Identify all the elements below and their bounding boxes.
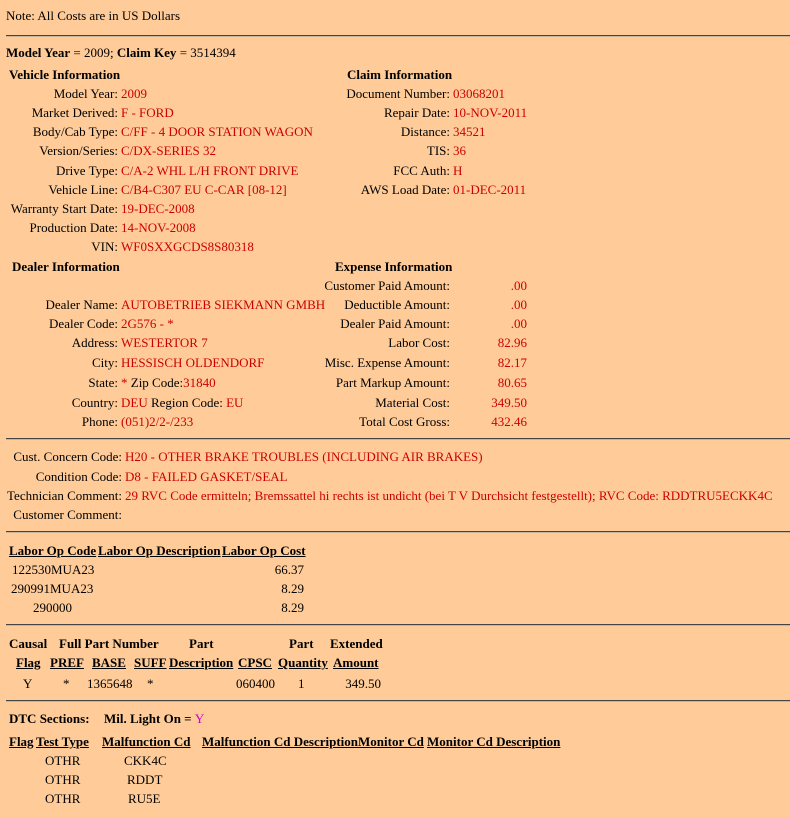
parts-header-pref: PREF xyxy=(50,655,84,670)
comment-label: Customer Comment: xyxy=(13,507,122,522)
dtc-header-flag: Flag xyxy=(9,734,34,749)
equals: = xyxy=(176,45,191,60)
parts-header-part: Part xyxy=(289,636,314,651)
claim-value: 34521 xyxy=(453,124,486,139)
parts-header-description: Description xyxy=(169,655,234,670)
vehicle-value: 14-NOV-2008 xyxy=(121,220,196,235)
claim-value: 36 xyxy=(453,143,466,158)
expense-value: 349.50 xyxy=(491,395,527,410)
parts-header-base: BASE xyxy=(92,655,126,670)
parts-header-suff: SUFF xyxy=(134,655,167,670)
dtc-header-malfunction-desc: Malfunction Cd Description xyxy=(202,734,358,749)
mil-light-value: Y xyxy=(194,711,205,726)
expense-label: Labor Cost: xyxy=(388,335,450,350)
claim-label: TIS: xyxy=(426,143,450,158)
vehicle-label: Drive Type: xyxy=(55,163,118,178)
claim-label: FCC Auth: xyxy=(393,163,450,178)
dtc-malfunction-cd: RDDT xyxy=(127,772,163,787)
dtc-malfunction-cd: RU5E xyxy=(128,791,161,806)
vehicle-label: Body/Cab Type: xyxy=(32,124,118,139)
currency-note: Note: All Costs are in US Dollars xyxy=(6,8,181,23)
mil-light xyxy=(104,711,204,727)
parts-header-quantity: Quantity xyxy=(278,655,328,670)
vehicle-value: C/FF - 4 DOOR STATION WAGON xyxy=(121,124,313,139)
expense-value: .00 xyxy=(510,316,527,331)
parts-header-extended: Extended xyxy=(330,636,383,651)
claim-label: Repair Date: xyxy=(383,105,450,120)
claim-header xyxy=(6,45,236,61)
region-value: EU xyxy=(226,395,244,410)
labor-cost: 8.29 xyxy=(281,581,304,596)
dealer-value: WESTERTOR 7 xyxy=(121,335,208,350)
zip-value: 31840 xyxy=(183,375,216,390)
expense-info-title: Expense Information xyxy=(335,259,453,274)
divider xyxy=(6,35,790,37)
part-pref: * xyxy=(63,676,70,691)
comment-label: Technician Comment: xyxy=(7,488,122,503)
dealer-label: City: xyxy=(91,355,118,370)
model-year-label: Model Year xyxy=(6,45,71,60)
claim-label: Document Number: xyxy=(346,86,450,101)
expense-value: .00 xyxy=(510,278,527,293)
part-base: 1365648 xyxy=(87,676,133,691)
expense-label: Dealer Paid Amount: xyxy=(340,316,450,331)
expense-label: Material Cost: xyxy=(375,395,450,410)
labor-code: 290000 xyxy=(33,600,72,615)
phone-value: (051)2/2-/233 xyxy=(121,414,194,429)
country-label: Country: xyxy=(71,395,118,410)
comment-value: H20 - OTHER BRAKE TROUBLES (INCLUDING AIR BRAKES) xyxy=(125,449,483,464)
expense-value: 82.96 xyxy=(497,335,527,350)
vehicle-label: Warranty Start Date: xyxy=(10,201,118,216)
claim-key-value: 3514394 xyxy=(190,45,236,60)
expense-value: 82.17 xyxy=(497,355,527,370)
vehicle-value: F - FORD xyxy=(121,105,174,120)
dealer-value: AUTOBETRIEB SIEKMANN GMBH xyxy=(121,297,326,312)
country-value: DEU xyxy=(121,395,148,410)
separator: ; xyxy=(109,45,117,60)
expense-value: 432.46 xyxy=(491,414,527,429)
expense-value: 80.65 xyxy=(497,375,527,390)
vehicle-label: Vehicle Line: xyxy=(48,182,118,197)
dealer-label: Dealer Code: xyxy=(49,316,118,331)
parts-header-amount: Amount xyxy=(333,655,379,670)
expense-label: Misc. Expense Amount: xyxy=(324,355,450,370)
state-value: * xyxy=(121,375,128,390)
parts-header-cpsc: CPSC xyxy=(238,655,272,670)
part-suff: * xyxy=(147,676,154,691)
part-cpsc: 060400 xyxy=(236,676,275,691)
vehicle-label: Model Year: xyxy=(53,86,118,101)
comment-value: D8 - FAILED GASKET/SEAL xyxy=(125,469,288,484)
expense-value: .00 xyxy=(510,297,527,312)
comment-label: Cust. Concern Code: xyxy=(13,449,122,464)
vehicle-label: Version/Series: xyxy=(39,143,118,158)
divider xyxy=(6,700,790,702)
vehicle-value: 19-DEC-2008 xyxy=(121,201,195,216)
parts-header-part: Part xyxy=(189,636,214,651)
labor-cost: 66.37 xyxy=(274,562,304,577)
part-flag: Y xyxy=(23,676,33,691)
dtc-test-type: OTHR xyxy=(45,791,81,806)
vehicle-label: VIN: xyxy=(91,239,118,254)
vehicle-value: C/A-2 WHL L/H FRONT DRIVE xyxy=(121,163,299,178)
vehicle-label: Market Derived: xyxy=(31,105,118,120)
dealer-label: Address: xyxy=(71,335,118,350)
dtc-header-monitor-desc: Monitor Cd Description xyxy=(427,734,561,749)
vehicle-label: Production Date: xyxy=(29,220,118,235)
claim-key-label: Claim Key xyxy=(116,45,177,60)
dtc-header-test-type: Test Type xyxy=(36,734,89,749)
expense-label: Part Markup Amount: xyxy=(335,375,450,390)
part-amount: 349.50 xyxy=(345,676,381,691)
vehicle-value: WF0SXXGCDS8S80318 xyxy=(121,239,254,254)
labor-header-cost: Labor Op Cost xyxy=(222,543,306,558)
comment-label: Condition Code: xyxy=(35,469,122,484)
claim-value: 10-NOV-2011 xyxy=(453,105,528,120)
labor-header-description: Labor Op Description xyxy=(98,543,221,558)
labor-code: 122530MUA23 xyxy=(12,562,95,577)
parts-header-flag: Flag xyxy=(16,655,41,670)
vehicle-value: 2009 xyxy=(121,86,147,101)
dealer-value: 2G576 - * xyxy=(121,316,174,331)
labor-header-code: Labor Op Code xyxy=(9,543,97,558)
model-year-value: 2009 xyxy=(83,45,110,60)
expense-label: Total Cost Gross: xyxy=(359,414,450,429)
vehicle-value: C/DX-SERIES 32 xyxy=(121,143,216,158)
claim-value: 01-DEC-2011 xyxy=(453,182,527,197)
dtc-title: DTC Sections: xyxy=(9,711,90,726)
dtc-header-monitor-cd: Monitor Cd xyxy=(358,734,424,749)
expense-label: Customer Paid Amount: xyxy=(324,278,450,293)
country-region-value xyxy=(121,395,243,411)
claim-info-title: Claim Information xyxy=(347,67,453,82)
dealer-value: HESSISCH OLDENDORF xyxy=(121,355,265,370)
divider xyxy=(6,438,790,440)
vehicle-info-title: Vehicle Information xyxy=(9,67,121,82)
parts-header-full-part-number: Full Part Number xyxy=(59,636,159,651)
labor-code: 290991MUA23 xyxy=(11,581,94,596)
labor-cost: 8.29 xyxy=(281,600,304,615)
vehicle-value: C/B4-C307 EU C-CAR [08-12] xyxy=(121,182,287,197)
part-quantity: 1 xyxy=(298,676,305,691)
claim-label: AWS Load Date: xyxy=(360,182,450,197)
dtc-malfunction-cd: CKK4C xyxy=(124,753,167,768)
parts-header-causal: Causal xyxy=(9,636,48,651)
state-zip-value xyxy=(121,375,216,391)
region-label: Region Code: xyxy=(147,395,227,410)
expense-label: Deductible Amount: xyxy=(344,297,450,312)
phone-label: Phone: xyxy=(81,414,118,429)
dealer-info-title: Dealer Information xyxy=(12,259,120,274)
zip-label: Zip Code: xyxy=(127,375,184,390)
divider xyxy=(6,624,790,626)
claim-label: Distance: xyxy=(400,124,450,139)
dtc-test-type: OTHR xyxy=(45,772,81,787)
dtc-header-malfunction-cd: Malfunction Cd xyxy=(102,734,191,749)
mil-light-label: Mil. Light On = xyxy=(104,711,195,726)
dealer-label: Dealer Name: xyxy=(45,297,118,312)
dtc-test-type: OTHR xyxy=(45,753,81,768)
claim-value: H xyxy=(453,163,463,178)
divider xyxy=(6,531,790,533)
claim-value: 03068201 xyxy=(453,86,505,101)
equals: = xyxy=(70,45,84,60)
comment-value: 29 RVC Code ermitteln; Bremssattel hi rechts ist undicht (bei T V Durchsicht festgestellt); RVC Code: RDDTRU5ECKK4C xyxy=(125,488,773,503)
state-label: State: xyxy=(88,375,118,390)
